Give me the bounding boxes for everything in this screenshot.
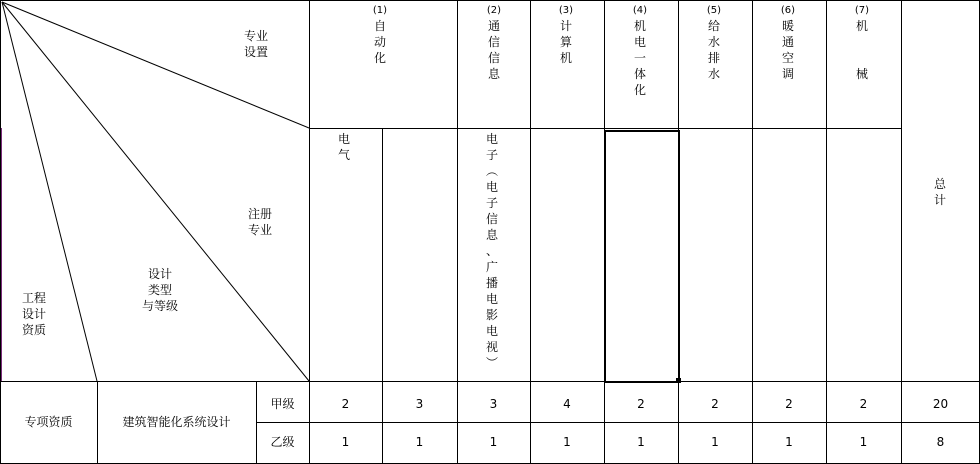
column-4-char: 一	[633, 51, 646, 65]
column-4-number: (4)	[632, 5, 648, 16]
row-a-value[interactable]: 2	[711, 397, 719, 411]
grade-a-cell[interactable]: 甲级	[270, 397, 295, 411]
column-1-number: (1)	[372, 5, 388, 16]
column-2-char: 息	[487, 67, 500, 81]
row-b-value[interactable]: 1	[341, 435, 350, 449]
registered-electronic	[484, 131, 500, 371]
column-4-char: 体	[633, 67, 646, 81]
total-header	[932, 176, 948, 208]
row-b-value[interactable]: 1	[489, 435, 498, 449]
row-a-value[interactable]: 2	[785, 397, 793, 411]
registered-major-line-2: 专业	[247, 223, 272, 237]
registered-electrical	[336, 131, 352, 163]
row-b-value[interactable]: 1	[785, 435, 793, 449]
column-6-char: 暖	[781, 19, 794, 33]
electronic-char: 息	[485, 228, 498, 242]
row-a-value[interactable]: 2	[637, 397, 645, 411]
column-4-char: 机	[633, 19, 646, 33]
column-4-char: 化	[633, 83, 646, 97]
column-3-header	[558, 18, 574, 66]
row-b-value[interactable]: 1	[859, 435, 868, 449]
row-b-value[interactable]: 1	[637, 435, 645, 449]
column-5-header	[706, 18, 722, 82]
column-2-number: (2)	[486, 5, 502, 16]
column-2-header	[486, 18, 502, 82]
registered-major-label	[240, 206, 280, 238]
column-1-char: 动	[373, 35, 386, 49]
row-a-value[interactable]: 3	[489, 397, 498, 411]
qualification-line-2: 设计	[21, 307, 46, 321]
electronic-char: 子	[485, 196, 498, 210]
design-type-line-1: 设计	[147, 267, 172, 281]
column-3-number: (3)	[558, 5, 574, 16]
column-1-char: 化	[373, 51, 386, 65]
electronic-char: 、	[485, 244, 498, 258]
row-b-total[interactable]: 8	[936, 435, 945, 449]
column-4-char: 电	[633, 35, 646, 49]
column-5-char: 水	[707, 35, 720, 49]
column-7-char: 机	[855, 19, 868, 33]
column-3-char: 计	[559, 19, 572, 33]
electrical-char: 电	[337, 132, 350, 146]
registered-major-line-1: 注册	[247, 207, 272, 221]
electronic-char: 子	[485, 148, 498, 162]
column-2-char: 通	[487, 19, 500, 33]
selected-cell[interactable]	[604, 130, 680, 383]
electronic-char: ︵	[485, 164, 498, 178]
row-a-value[interactable]: 2	[341, 397, 350, 411]
column-6-char: 空	[781, 51, 794, 65]
electronic-char: 电	[485, 180, 498, 194]
column-6-number: (6)	[780, 5, 796, 16]
qualification-line-1: 工程	[21, 291, 46, 305]
qualification-line-3: 资质	[21, 323, 46, 337]
column-7-number: (7)	[854, 5, 870, 16]
major-setting-label	[236, 28, 276, 60]
column-6-header	[780, 18, 796, 82]
column-5-char: 排	[707, 51, 720, 65]
row-b-value[interactable]: 1	[415, 435, 424, 449]
column-6-char: 通	[781, 35, 794, 49]
row-a-value[interactable]: 4	[563, 397, 571, 411]
column-1-char: 自	[373, 19, 386, 33]
electronic-char: 广	[485, 260, 498, 274]
design-type-label	[132, 266, 188, 314]
row-a-total[interactable]: 20	[932, 397, 949, 411]
electronic-char: ︶	[485, 356, 498, 370]
electronic-char: 影	[485, 308, 498, 322]
qualification-label	[14, 290, 54, 338]
row-a-value[interactable]: 2	[859, 397, 868, 411]
column-5-char: 给	[707, 19, 720, 33]
column-2-char: 信	[487, 35, 500, 49]
major-setting-line-2: 设置	[243, 45, 268, 59]
electronic-char: 电	[485, 324, 498, 338]
column-7-header	[854, 18, 870, 82]
design-cell[interactable]: 建筑智能化系统设计	[122, 415, 231, 429]
column-7-gap	[854, 50, 870, 66]
design-type-line-2: 类型	[147, 283, 172, 297]
design-type-line-3: 与等级	[141, 299, 178, 313]
column-7-char: 械	[855, 67, 868, 81]
row-a-value[interactable]: 3	[415, 397, 424, 411]
column-3-char: 机	[559, 51, 572, 65]
major-setting-line-1: 专业	[243, 29, 268, 43]
column-7-gap	[854, 34, 870, 50]
electronic-char: 电	[485, 292, 498, 306]
column-5-number: (5)	[706, 5, 722, 16]
total-char: 计	[933, 193, 946, 207]
column-1-header	[372, 18, 388, 66]
row-b-value[interactable]: 1	[563, 435, 571, 449]
electronic-char: 播	[485, 276, 498, 290]
column-2-char: 信	[487, 51, 500, 65]
row-b-value[interactable]: 1	[711, 435, 719, 449]
electronic-char: 信	[485, 212, 498, 226]
column-3-char: 算	[559, 35, 572, 49]
column-4-header	[632, 18, 648, 98]
fill-handle[interactable]	[676, 378, 681, 383]
electronic-char: 电	[485, 132, 498, 146]
grade-b-cell[interactable]: 乙级	[270, 435, 295, 449]
electrical-char: 气	[337, 148, 350, 162]
total-char: 总	[933, 177, 946, 191]
column-5-char: 水	[707, 67, 720, 81]
electronic-char: 视	[485, 340, 498, 354]
column-6-char: 调	[781, 67, 794, 81]
category-cell[interactable]: 专项资质	[24, 415, 73, 429]
